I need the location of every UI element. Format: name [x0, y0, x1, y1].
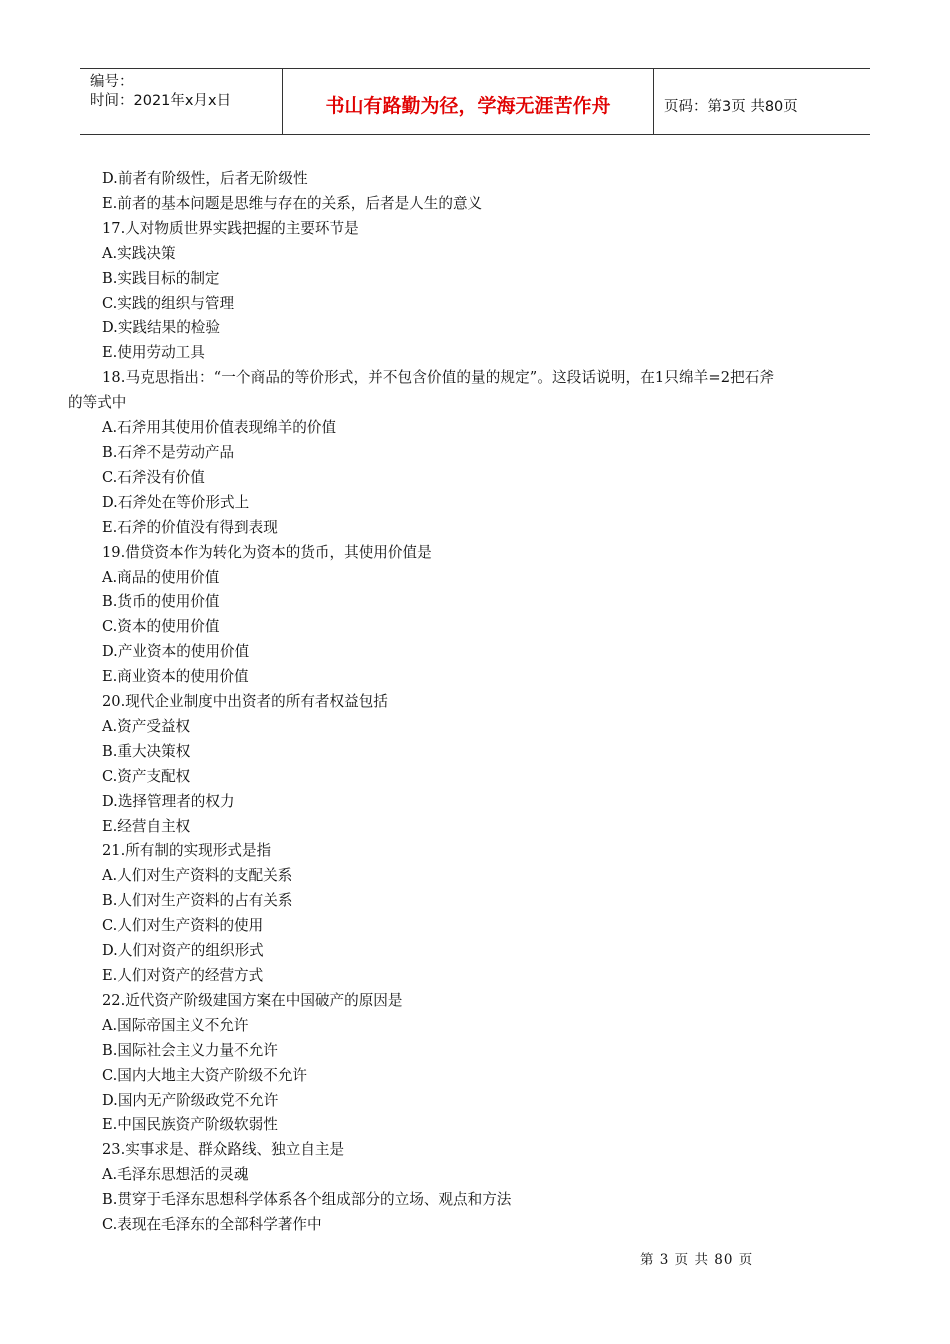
page-header: [80, 68, 870, 135]
question-line: 23.实事求是、群众路线、独立自主是: [102, 1141, 345, 1159]
question-line: 17.人对物质世界实践把握的主要环节是: [102, 219, 359, 237]
option-line: C.国内大地主大资产阶级不允许: [102, 1066, 308, 1084]
option-line: A.资产受益权: [102, 717, 191, 735]
header-meta: [80, 69, 282, 134]
option-line: C.表现在毛泽东的全部科学著作中: [102, 1216, 322, 1234]
page-footer: 第 3 页 共 80 页: [640, 1252, 754, 1268]
option-line: D.实践结果的检验: [102, 319, 220, 337]
option-line: D.国内无产阶级政党不允许: [102, 1091, 279, 1109]
header-page-cell: [654, 69, 870, 134]
option-line: B.人们对生产资料的占有关系: [102, 892, 293, 910]
document-body: [68, 167, 888, 1238]
question-line: 18.马克思指出：“一个商品的等价形式，并不包含价值的量的规定”。这段话说明，在1只绵羊=2把石斧: [102, 369, 775, 387]
question-line: 19.借贷资本作为转化为资本的货币，其使用价值是: [102, 543, 432, 561]
option-line: D.产业资本的使用价值: [102, 643, 250, 661]
option-line: C.资本的使用价值: [102, 618, 220, 636]
option-line: E.使用劳动工具: [102, 344, 205, 362]
document-number: 编号：: [90, 74, 134, 90]
option-line: E.石斧的价值没有得到表现: [102, 518, 278, 536]
option-line: C.人们对生产资料的使用: [102, 917, 264, 935]
option-line: B.贯穿于毛泽东思想科学体系各个组成部分的立场、观点和方法: [102, 1191, 512, 1209]
question-continuation: 的等式中: [68, 394, 127, 412]
header-motto-cell: [282, 69, 654, 134]
option-line: E.中国民族资产阶级软弱性: [102, 1116, 278, 1134]
option-line: B.货币的使用价值: [102, 593, 220, 611]
option-line: B.石斧不是劳动产品: [102, 443, 235, 461]
option-line: C.石斧没有价值: [102, 468, 205, 486]
document-date: 时间：2021年x月x日: [90, 93, 232, 109]
option-line: E.经营自主权: [102, 817, 191, 835]
option-line: D.人们对资产的组织形式: [102, 942, 264, 960]
option-line: B.实践目标的制定: [102, 269, 220, 287]
option-line: A.石斧用其使用价值表现绵羊的价值: [102, 419, 337, 437]
option-line: D.石斧处在等价形式上: [102, 493, 250, 511]
option-line: B.重大决策权: [102, 742, 191, 760]
question-line: 22.近代资产阶级建国方案在中国破产的原因是: [102, 991, 403, 1009]
option-line: C.资产支配权: [102, 767, 191, 785]
option-line: A.人们对生产资料的支配关系: [102, 867, 293, 885]
option-line: D.选择管理者的权力: [102, 792, 235, 810]
option-line: A.商品的使用价值: [102, 568, 220, 586]
option-line: C.实践的组织与管理: [102, 294, 235, 312]
option-line: A.毛泽东思想活的灵魂: [102, 1166, 249, 1184]
question-line: 20.现代企业制度中出资者的所有者权益包括: [102, 693, 388, 711]
option-line: B.国际社会主义力量不允许: [102, 1041, 278, 1059]
option-line: A.实践决策: [102, 244, 176, 262]
header-page-info: 页码：第3页 共80页: [664, 99, 798, 115]
text-line: E.前者的基本问题是思维与存在的关系，后者是人生的意义: [102, 194, 483, 212]
header-motto: 书山有路勤为径，学海无涯苦作舟: [325, 95, 611, 117]
option-line: E.人们对资产的经营方式: [102, 967, 264, 984]
option-line: E.商业资本的使用价值: [102, 668, 249, 686]
question-line: 21.所有制的实现形式是指: [102, 842, 272, 860]
text-line: D.前者有阶级性，后者无阶级性: [102, 170, 308, 187]
option-line: A.国际帝国主义不允许: [102, 1016, 249, 1034]
